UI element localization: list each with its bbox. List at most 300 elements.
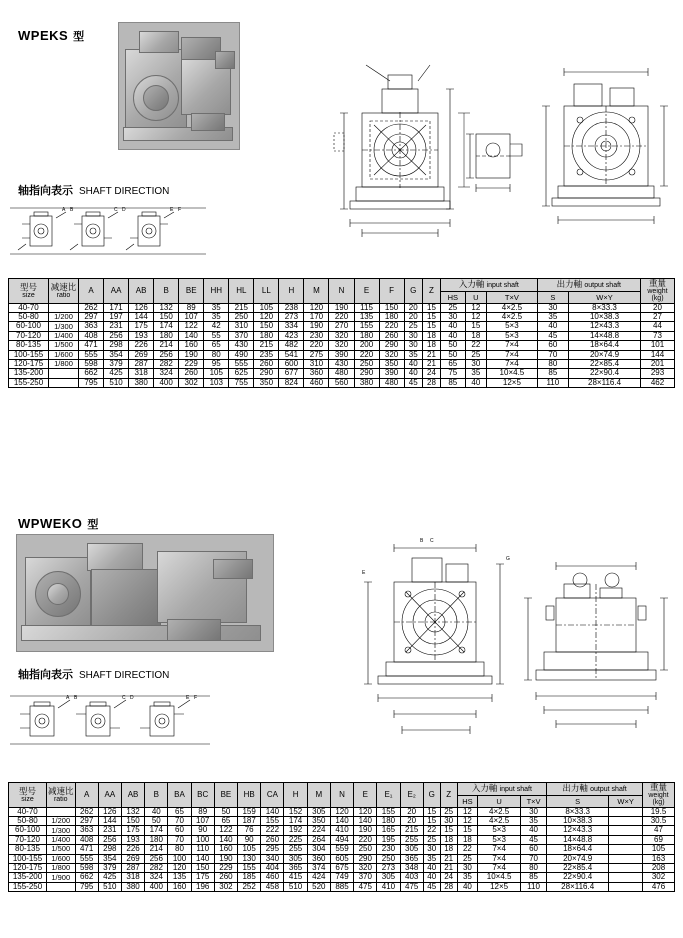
svg-text:C: C — [122, 695, 126, 701]
cell-dim-G: 35 — [423, 854, 440, 863]
cell-dim-G: 20 — [404, 303, 422, 312]
cell-dim-M: 360 — [304, 369, 329, 378]
cell-ratio: 1/600 — [47, 854, 76, 863]
cell-size: 80-135 — [9, 341, 49, 350]
cell-size: 60-100 — [9, 826, 47, 835]
cell-weight: 293 — [641, 369, 675, 378]
cell-dim-BE: 190 — [179, 350, 204, 359]
cell-weight: 20 — [641, 303, 675, 312]
cell-ratio — [49, 369, 79, 378]
cell-hs: 40 — [441, 322, 465, 331]
th-weight-unit: (kg) — [651, 295, 664, 303]
cell-dim-BC: 110 — [191, 845, 214, 854]
cell-ratio: 1/400 — [49, 331, 79, 340]
cell-s: 22×85.4 — [547, 863, 609, 872]
cell-s: 30 — [537, 303, 568, 312]
cell-dim-B: 282 — [145, 863, 168, 872]
cell-dim-HL: 555 — [229, 359, 254, 368]
th-dim: A — [75, 783, 98, 808]
th-size-en: size — [22, 291, 35, 299]
cell-dim-AB: 150 — [121, 817, 144, 826]
cell-dim-M: 264 — [307, 835, 330, 844]
cell-size: 155-250 — [9, 378, 49, 387]
th-weight-unit: (kg) — [652, 799, 665, 807]
cell-u: 40 — [465, 378, 487, 387]
cell-dim-N: 410 — [330, 826, 353, 835]
cell-dim-G: 30 — [404, 331, 422, 340]
section-title-suffix: 型 — [73, 31, 85, 43]
table-row — [9, 378, 675, 387]
th-size-cn: 型号 — [19, 281, 37, 292]
cell-dim-G: 40 — [423, 863, 440, 872]
th-weight-cn: 重量 — [648, 278, 666, 288]
cell-dim-HB: 76 — [238, 826, 261, 835]
cell-weight: 208 — [643, 863, 675, 872]
cell-hs: 12 — [457, 817, 478, 826]
cell-dim-AA: 354 — [98, 854, 121, 863]
cell-tv: 85 — [520, 873, 546, 882]
cell-wy — [609, 826, 643, 835]
shaft-direction-diagrams-2 — [8, 684, 212, 750]
cell-dim-HH: 105 — [204, 369, 229, 378]
cell-dim-G: 45 — [423, 882, 440, 891]
cell-dim-AA: 379 — [104, 359, 129, 368]
cell-dim-Z: 21 — [422, 350, 440, 359]
cell-dim-B: 180 — [145, 835, 168, 844]
cell-dim-AB: 380 — [129, 378, 154, 387]
cell-dim-N: 320 — [329, 331, 354, 340]
cell-dim-H: 677 — [279, 369, 304, 378]
cell-dim-E: 290 — [354, 369, 379, 378]
cell-weight: 19.5 — [643, 807, 675, 816]
cell-dim-M: 460 — [304, 378, 329, 387]
th-tv: T×V — [520, 796, 546, 807]
cell-tv: 7×4 — [487, 341, 537, 350]
cell-dim-M: 350 — [307, 817, 330, 826]
th-tv: T×V — [487, 292, 537, 303]
cell-dim-CA: 404 — [261, 863, 284, 872]
cell-dim-BA: 160 — [168, 882, 191, 891]
th-dim: B — [145, 783, 168, 808]
cell-dim-G: 30 — [423, 845, 440, 854]
th-dim: G — [423, 783, 440, 808]
cell-size: 100-155 — [9, 350, 49, 359]
cell-size: 155-250 — [9, 882, 47, 891]
cell-dim-AB: 144 — [129, 313, 154, 322]
cell-s: 60 — [537, 341, 568, 350]
cell-dim-HL: 755 — [229, 378, 254, 387]
th-input-cn: 入力軸 — [471, 783, 498, 794]
cell-dim-B: 150 — [154, 313, 179, 322]
th-dim: Z — [422, 279, 440, 304]
table-row — [9, 341, 675, 350]
cell-s: 18×64.4 — [547, 845, 609, 854]
th-dim: AB — [129, 279, 154, 304]
cell-dim-E₂: 215 — [400, 826, 423, 835]
cell-dim-BC: 100 — [191, 835, 214, 844]
cell-dim-HH: 80 — [204, 350, 229, 359]
cell-dim-E: 200 — [354, 341, 379, 350]
th-dim: AB — [121, 783, 144, 808]
table-row — [9, 845, 675, 854]
cell-hs: 30 — [457, 863, 478, 872]
cell-dim-Z: 21 — [440, 863, 457, 872]
cell-hs: 30 — [441, 313, 465, 322]
cell-dim-G: 15 — [423, 817, 440, 826]
shaft-direction-diagrams-1 — [8, 198, 208, 260]
cell-wy: 12×43.3 — [569, 322, 641, 331]
cell-dim-A: 555 — [79, 350, 104, 359]
cell-dim-HB: 155 — [238, 863, 261, 872]
cell-dim-AA: 298 — [98, 845, 121, 854]
cell-dim-E₂: 20 — [400, 817, 423, 826]
cell-dim-H: 365 — [284, 863, 307, 872]
cell-wy — [609, 854, 643, 863]
cell-wy: 20×74.9 — [569, 350, 641, 359]
cell-dim-F: 480 — [379, 378, 404, 387]
svg-text:D: D — [122, 207, 126, 213]
cell-ratio: 1/200 — [49, 313, 79, 322]
cell-dim-BE: 260 — [179, 369, 204, 378]
cell-dim-N: 430 — [329, 359, 354, 368]
th-wy: W×Y — [569, 292, 641, 303]
cell-dim-H: 415 — [284, 873, 307, 882]
cell-dim-B: 324 — [154, 369, 179, 378]
cell-tv: 7×4 — [487, 350, 537, 359]
cell-tv: 5×3 — [487, 331, 537, 340]
th-input-cn: 入力軸 — [458, 279, 485, 290]
cell-ratio: 1/800 — [49, 359, 79, 368]
cell-dim-H: 192 — [284, 826, 307, 835]
cell-dim-AB: 287 — [129, 359, 154, 368]
cell-ratio: 1/500 — [47, 845, 76, 854]
cell-dim-E₁: 250 — [377, 854, 400, 863]
cell-weight: 201 — [641, 359, 675, 368]
cell-dim-AB: 318 — [129, 369, 154, 378]
cell-weight: 144 — [641, 350, 675, 359]
th-dim: A — [79, 279, 104, 304]
cell-dim-E₁: 230 — [377, 845, 400, 854]
cell-dim-E: 120 — [354, 807, 377, 816]
cell-size: 40-70 — [9, 807, 47, 816]
cell-dim-Z: 15 — [422, 303, 440, 312]
cell-dim-HB: 105 — [238, 845, 261, 854]
cell-wy — [609, 873, 643, 882]
cell-s: 70 — [537, 350, 568, 359]
cell-dim-A: 795 — [79, 378, 104, 387]
cell-dim-B: 50 — [145, 817, 168, 826]
th-output-shaft — [547, 783, 643, 796]
cell-dim-AB: 175 — [121, 826, 144, 835]
cell-tv: 4×2.5 — [487, 303, 537, 312]
cell-dim-A: 555 — [75, 854, 98, 863]
th-ratio-cn: 减速比 — [48, 785, 74, 796]
cell-dim-H: 824 — [279, 378, 304, 387]
cell-dim-BE: 65 — [214, 817, 237, 826]
cell-dim-E₁: 273 — [377, 863, 400, 872]
cell-hs: 25 — [441, 303, 465, 312]
cell-dim-LL: 290 — [254, 369, 279, 378]
cell-ratio: 1/300 — [47, 826, 76, 835]
cell-dim-BE: 190 — [214, 854, 237, 863]
th-dim: LL — [254, 279, 279, 304]
cell-dim-CA: 340 — [261, 854, 284, 863]
th-dim: AA — [98, 783, 121, 808]
cell-dim-HL: 215 — [229, 303, 254, 312]
cell-dim-B: 174 — [145, 826, 168, 835]
cell-dim-G: 45 — [404, 378, 422, 387]
cell-dim-AB: 269 — [129, 350, 154, 359]
cell-s: 35 — [537, 313, 568, 322]
cell-s: 8×33.3 — [547, 807, 609, 816]
cell-dim-CA: 155 — [261, 817, 284, 826]
th-weight-en: weight — [648, 791, 669, 799]
cell-dim-A: 408 — [75, 835, 98, 844]
table-row — [9, 873, 675, 882]
cell-dim-G: 25 — [423, 835, 440, 844]
cell-dim-A: 471 — [79, 341, 104, 350]
cell-hs: 35 — [457, 873, 478, 882]
cell-size: 120-175 — [9, 359, 49, 368]
cell-size: 135-200 — [9, 369, 49, 378]
cell-dim-M: 305 — [307, 807, 330, 816]
cell-dim-B: 400 — [154, 378, 179, 387]
cell-dim-G: 40 — [404, 369, 422, 378]
cell-hs: 50 — [441, 341, 465, 350]
cell-dim-H: 305 — [284, 854, 307, 863]
cell-s: 80 — [537, 359, 568, 368]
th-weight-en: weight — [647, 287, 668, 295]
cell-dim-Z: 28 — [422, 378, 440, 387]
cell-dim-HL: 310 — [229, 322, 254, 331]
cell-dim-Z: 15 — [422, 322, 440, 331]
cell-u: 10×4.5 — [478, 873, 521, 882]
cell-dim-A: 795 — [75, 882, 98, 891]
svg-text:F: F — [194, 695, 198, 701]
cell-dim-F: 260 — [379, 331, 404, 340]
svg-text:A: A — [62, 207, 66, 213]
cell-dim-LL: 180 — [254, 331, 279, 340]
th-dim: Z — [440, 783, 457, 808]
cell-u: 12 — [465, 313, 487, 322]
th-dim: HB — [238, 783, 261, 808]
cell-dim-BE: 160 — [214, 845, 237, 854]
cell-dim-H: 273 — [279, 313, 304, 322]
th-output-shaft — [537, 279, 640, 292]
svg-text:E: E — [186, 695, 190, 701]
cell-dim-H: 423 — [279, 331, 304, 340]
cell-dim-HH: 35 — [204, 303, 229, 312]
shaft-direction-cn: 轴指向表示 — [18, 185, 73, 197]
cell-u: 7×4 — [478, 845, 521, 854]
th-ratio-cn: 减速比 — [50, 281, 77, 292]
cell-hs: 75 — [441, 369, 465, 378]
cell-dim-M: 170 — [304, 313, 329, 322]
cell-s: 28×116.4 — [547, 882, 609, 891]
cell-ratio: 1/800 — [47, 863, 76, 872]
cell-dim-A: 471 — [75, 845, 98, 854]
cell-dim-M: 520 — [307, 882, 330, 891]
cell-dim-N: 494 — [330, 835, 353, 844]
cell-dim-N: 320 — [329, 341, 354, 350]
cell-ratio: 1/200 — [47, 817, 76, 826]
cell-u: 12×5 — [478, 882, 521, 891]
th-dim: M — [307, 783, 330, 808]
cell-dim-E₂: 305 — [400, 845, 423, 854]
cell-tv: 10×4.5 — [487, 369, 537, 378]
th-ratio — [47, 783, 76, 808]
th-size-en: size — [21, 795, 34, 803]
cell-dim-AB: 318 — [121, 873, 144, 882]
shaft-direction-cn: 轴指向表示 — [18, 669, 73, 681]
cell-dim-F: 290 — [379, 341, 404, 350]
cell-dim-AB: 226 — [129, 341, 154, 350]
cell-dim-E₁: 195 — [377, 835, 400, 844]
cell-wy: 22×85.4 — [569, 359, 641, 368]
th-output-en: output shaft — [584, 282, 621, 290]
th-ratio-en: ratio — [53, 795, 68, 803]
cell-dim-AA: 126 — [98, 807, 121, 816]
cell-dim-AA: 354 — [104, 350, 129, 359]
cell-dim-AA: 197 — [104, 313, 129, 322]
cell-dim-E: 290 — [354, 854, 377, 863]
cell-dim-BA: 60 — [168, 826, 191, 835]
th-dim: BE — [214, 783, 237, 808]
cell-dim-BE: 302 — [214, 882, 237, 891]
th-output-cn: 出力軸 — [556, 279, 583, 290]
cell-dim-AA: 510 — [98, 882, 121, 891]
cell-dim-E: 115 — [354, 303, 379, 312]
cell-dim-AA: 231 — [98, 826, 121, 835]
cell-tv: 70 — [520, 854, 546, 863]
drawing-wpeks-side — [462, 120, 532, 200]
cell-wy: 10×38.3 — [569, 313, 641, 322]
th-ratio — [49, 279, 79, 304]
cell-dim-AA: 144 — [98, 817, 121, 826]
section-title-suffix: 型 — [87, 519, 99, 531]
cell-size: 50-80 — [9, 313, 49, 322]
table-row — [9, 369, 675, 378]
th-hs: HS — [441, 292, 465, 303]
cell-dim-E₂: 403 — [400, 873, 423, 882]
cell-s: 14×48.8 — [547, 835, 609, 844]
cell-dim-AA: 256 — [98, 835, 121, 844]
cell-dim-E₂: 348 — [400, 863, 423, 872]
th-dim: BC — [191, 783, 214, 808]
th-size-cn: 型号 — [18, 785, 36, 796]
cell-s: 110 — [537, 378, 568, 387]
cell-dim-N: 190 — [329, 303, 354, 312]
svg-text:B: B — [70, 207, 74, 213]
th-dim: E — [354, 279, 379, 304]
cell-dim-BE: 50 — [214, 807, 237, 816]
cell-s: 10×38.3 — [547, 817, 609, 826]
cell-u: 22 — [465, 341, 487, 350]
cell-dim-BE: 140 — [214, 835, 237, 844]
cell-dim-E₂: 365 — [400, 854, 423, 863]
cell-dim-A: 408 — [79, 331, 104, 340]
spec-table-wpweko — [8, 782, 675, 892]
th-u: U — [465, 292, 487, 303]
cell-dim-Z: 18 — [440, 845, 457, 854]
cell-dim-HB: 159 — [238, 807, 261, 816]
svg-text:F: F — [178, 207, 182, 213]
cell-dim-BC: 196 — [191, 882, 214, 891]
cell-dim-HB: 187 — [238, 817, 261, 826]
cell-hs: 65 — [441, 359, 465, 368]
svg-text:B: B — [420, 538, 424, 544]
cell-u: 7×4 — [478, 863, 521, 872]
cell-dim-BC: 107 — [191, 817, 214, 826]
cell-weight: 462 — [641, 378, 675, 387]
cell-dim-N: 749 — [330, 873, 353, 882]
spec-table-wpeks — [8, 278, 675, 388]
th-dim: N — [330, 783, 353, 808]
cell-dim-LL: 120 — [254, 313, 279, 322]
cell-dim-E₁: 180 — [377, 817, 400, 826]
cell-dim-AB: 132 — [121, 807, 144, 816]
svg-text:C: C — [114, 207, 118, 213]
cell-dim-BE: 107 — [179, 313, 204, 322]
th-dim: H — [279, 279, 304, 304]
cell-dim-G: 25 — [404, 322, 422, 331]
cell-wy: 28×116.4 — [569, 378, 641, 387]
cell-dim-HH: 55 — [204, 331, 229, 340]
cell-dim-H: 482 — [279, 341, 304, 350]
cell-dim-M: 310 — [304, 359, 329, 368]
cell-wy: 14×48.8 — [569, 331, 641, 340]
cell-dim-AB: 175 — [129, 322, 154, 331]
cell-weight: 302 — [643, 873, 675, 882]
cell-dim-E: 155 — [354, 322, 379, 331]
cell-dim-N: 390 — [329, 350, 354, 359]
cell-dim-E: 220 — [354, 350, 379, 359]
cell-dim-LL: 235 — [254, 350, 279, 359]
cell-dim-B: 40 — [145, 807, 168, 816]
cell-dim-BE: 229 — [214, 863, 237, 872]
cell-dim-BE: 122 — [179, 322, 204, 331]
th-dim: G — [404, 279, 422, 304]
cell-dim-B: 214 — [154, 341, 179, 350]
cell-dim-A: 662 — [75, 873, 98, 882]
cell-dim-BC: 140 — [191, 854, 214, 863]
th-dim: E₂ — [400, 783, 423, 808]
cell-dim-AA: 256 — [104, 331, 129, 340]
cell-dim-N: 220 — [329, 313, 354, 322]
th-u: U — [478, 796, 521, 807]
cell-dim-N: 885 — [330, 882, 353, 891]
cell-dim-AA: 425 — [98, 873, 121, 882]
cell-dim-E₁: 155 — [377, 807, 400, 816]
cell-dim-N: 605 — [330, 854, 353, 863]
cell-u: 15 — [465, 322, 487, 331]
product-photo-wpeks — [118, 22, 240, 150]
cell-dim-N: 140 — [330, 817, 353, 826]
th-weight-cn: 重量 — [649, 782, 667, 792]
cell-hs: 22 — [457, 845, 478, 854]
cell-u: 7×4 — [478, 854, 521, 863]
cell-dim-H: 541 — [279, 350, 304, 359]
cell-dim-HL: 250 — [229, 313, 254, 322]
table-row — [9, 826, 675, 835]
cell-hs: 85 — [441, 378, 465, 387]
cell-dim-CA: 140 — [261, 807, 284, 816]
cell-dim-HH: 103 — [204, 378, 229, 387]
cell-tv: 80 — [520, 863, 546, 872]
cell-dim-E: 370 — [354, 873, 377, 882]
cell-dim-A: 363 — [79, 322, 104, 331]
cell-dim-B: 174 — [154, 322, 179, 331]
